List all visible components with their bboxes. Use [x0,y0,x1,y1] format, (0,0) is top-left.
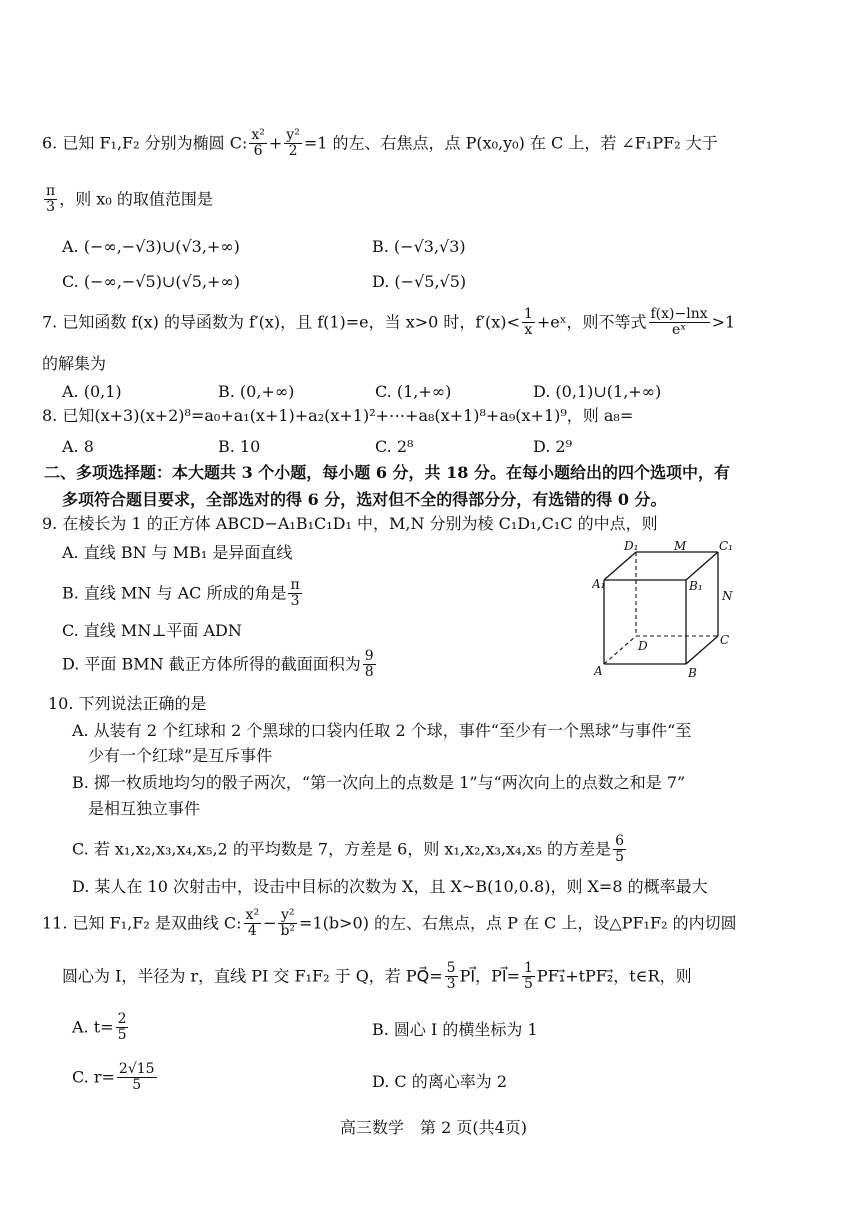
q9-option-a: A. 直线 BN 与 MB₁ 是异面直线 [62,543,293,562]
fraction-numerator: 1 [523,306,533,322]
q8-option-c: C. 2⁸ [375,437,414,456]
q11-stem-line2 [62,961,692,993]
q7-stem-line2: 的解集为 [42,354,107,373]
cube-figure [592,540,742,680]
q10-option-b-line1: B. 掷一枚质地均匀的骰子两次，“第一次向上的点数是 1”与“两次向上的点数之和是 7” [72,773,686,792]
fraction-numerator: 2 [117,1011,127,1027]
q10-option-d: D. 某人在 10 次射击中，设击中目标的次数为 X，且 X~B(10,0.8)，则 X=8 的概率最大 [72,877,708,896]
fraction-numerator: f(x)−lnx [650,306,708,322]
fraction-denominator: 3 [446,976,456,993]
fraction-denominator: eˣ [671,322,687,339]
label-a1: A₁ [592,577,606,591]
q9-option-d [62,649,378,681]
fraction-numerator: 5 [446,960,456,976]
fraction [288,578,301,610]
q10-option-c [72,834,628,866]
q6-option-c: C. (−∞,−√5)∪(√5,+∞) [62,272,241,291]
q11-text: =1(b>0) 的左、右焦点，点 P 在 C 上，设△PF₁F₂ 的内切圆 [299,913,737,933]
fraction-numerator: y² [286,127,300,143]
label-b1: B₁ [689,579,703,593]
fraction [116,1012,129,1044]
fraction-numerator: 9 [364,648,374,664]
section2-heading-line1: 二、多项选择题：本大题共 3 个小题，每小题 6 分，共 18 分。在每小题给出的四个选项中，有 [44,463,730,482]
fraction-denominator: 5 [117,1027,127,1044]
label-c1: C₁ [719,540,733,553]
fraction [613,834,626,866]
q11-option-a-text: A. t= [72,1017,114,1037]
page-footer: 高三数学 第 2 页(共4页) [339,1118,528,1137]
cube-diagram [592,540,742,680]
label-d: D [638,639,648,653]
q11-option-b: B. 圆心 I 的横坐标为 1 [372,1020,538,1039]
fraction-numerator: x² [251,127,265,143]
edge-bc [686,636,718,664]
fraction-numerator: x² [245,907,260,923]
fraction-numerator: y² [278,908,297,924]
fraction-denominator: 3 [290,593,300,610]
q7-stem-line1 [42,307,735,339]
q9-option-b-text: B. 直线 MN 与 AC 所成的角是 [62,583,287,603]
fraction [249,128,267,160]
q10-option-a-line2: 少有一个红球”是互斥事件 [88,746,273,765]
q7-text: 7. 已知函数 f(x) 的导函数为 f′(x)，且 f(1)=e，当 x>0 时，f′(x)< [42,312,520,332]
label-d1: D₁ [624,540,639,553]
q9-stem: 9. 在棱长为 1 的正方体 ABCD−A₁B₁C₁D₁ 中，M,N 分别为棱 C₁D₁,C₁C 的中点，则 [42,514,658,533]
q8-option-b: B. 10 [218,437,261,456]
fraction-numerator: 1 [523,960,533,976]
fraction-numerator: 2√15 [118,1061,155,1077]
q6-option-d: D. (−√5,√5) [372,272,467,291]
q11-option-a [72,1012,130,1044]
edge-ad [604,636,636,664]
fraction [278,908,297,940]
edge-b1c1 [686,552,718,580]
q7-option-b: B. (0,+∞) [218,382,295,401]
q11-option-d: D. C 的离心率为 2 [372,1072,508,1091]
fraction [649,307,710,339]
q9-option-b [62,578,304,610]
fraction-denominator: 5 [523,976,533,993]
q7-text: +eˣ，则不等式 [536,312,647,332]
label-m: M [674,540,687,553]
fraction-denominator: b² [280,923,296,940]
fraction [117,1062,157,1094]
fraction [284,128,302,160]
q6-text: ，则 x₀ 的取值范围是 [59,189,213,209]
q10-option-b-line2: 是相互独立事件 [88,799,201,818]
q11-option-c-text: C. r= [72,1067,115,1087]
q9-option-d-text: D. 平面 BMN 截正方体所得的截面面积为 [62,654,361,674]
q6-text: 6. 已知 F₁,F₂ 分别为椭圆 C: [42,133,248,153]
q10-stem: 10. 下列说法正确的是 [48,694,207,713]
q7-option-a: A. (0,1) [62,382,122,401]
label-a: A [594,664,603,678]
edge-a1d1 [604,552,636,580]
q7-option-d: D. (0,1)∪(1,+∞) [533,382,662,401]
fraction-numerator: 6 [615,833,624,849]
q11-text: PI⃗，PI⃗= [459,966,520,986]
label-n: N [722,589,733,603]
q8-option-d: D. 2⁹ [533,437,573,456]
q11-option-c [72,1062,159,1094]
q6-option-a: A. (−∞,−√3)∪(√3,+∞) [62,237,240,256]
q9-option-c: C. 直线 MN⊥平面 ADN [62,621,242,640]
fraction-numerator: π [290,577,300,593]
q7-text: >1 [711,312,736,332]
fraction [522,961,535,993]
q6-text: =1 的左、右焦点，点 P(x₀,y₀) 在 C 上，若 ∠F₁PF₂ 大于 [303,133,718,153]
label-b: B [688,666,697,680]
q11-stem-line1: 11. 已知 F₁,F₂ 是双曲线 C: $\frac{\text{x²}}{4}$ − $\frac{\text{y²}}{\text{b²}}$ =1(b>0) 的左、右焦点，点 P 在 C 上，设△PF₁F₂ 的内切圆 [42,907,737,940]
fraction [445,961,458,993]
q8-option-a: A. 8 [62,437,94,456]
fraction-denominator: 3 [46,199,56,216]
q10-option-c-text: C. 若 x₁,x₂,x₃,x₄,x₅,2 的平均数是 7，方差是 6，则 x₁,x₂,x₃,x₄,x₅ 的方差是 [72,839,612,859]
q10-option-a-line1: A. 从装有 2 个红球和 2 个黑球的口袋内任取 2 个球，事件“至少有一个黑球”与事件“至 [72,721,692,740]
fraction-denominator: 6 [253,143,263,160]
fraction-denominator: 2 [288,143,298,160]
q11-text: 11. 已知 F₁,F₂ 是双曲线 C: [42,913,242,933]
q11-text: 圆心为 I，半径为 r，直线 PI 交 F₁F₂ 于 Q，若 PQ⃗= [62,966,443,986]
q6-stem-line2 [42,184,213,216]
fraction [522,307,535,339]
fraction [244,908,262,940]
label-c: C [720,633,730,647]
fraction-denominator: 8 [364,664,374,681]
fraction-denominator: 5 [615,849,624,866]
q6-stem-line1: 6. 已知 F₁,F₂ 分别为椭圆 C: $\frac{\text{x²}}{6}$ + $\frac{\text{y²}}{2}$ =1 的左、右焦点，点 P(x₀,y₀) 在 C 上，若 ∠F₁PF₂ 大于 [42,127,718,160]
q11-text: PF₁⃗+tPF₂⃗，t∈R，则 [536,966,692,986]
q6-option-b: B. (−√3,√3) [372,237,466,256]
q8-stem: 8. 已知(x+3)(x+2)⁸=a₀+a₁(x+1)+a₂(x+1)²+⋯+a₈(x+1)⁸+a₉(x+1)⁹，则 a₈= [42,406,634,425]
section2-heading-line2: 多项符合题目要求，全部选对的得 6 分，选对但不全的得部分分，有选错的得 0 分。 [62,490,667,509]
fraction [363,649,376,681]
fraction-denominator: 5 [132,1077,142,1094]
q7-option-c: C. (1,+∞) [375,382,452,401]
fraction [44,184,57,216]
fraction-numerator: π [46,183,56,199]
fraction-denominator: x [524,322,533,339]
fraction-denominator: 4 [247,923,257,940]
